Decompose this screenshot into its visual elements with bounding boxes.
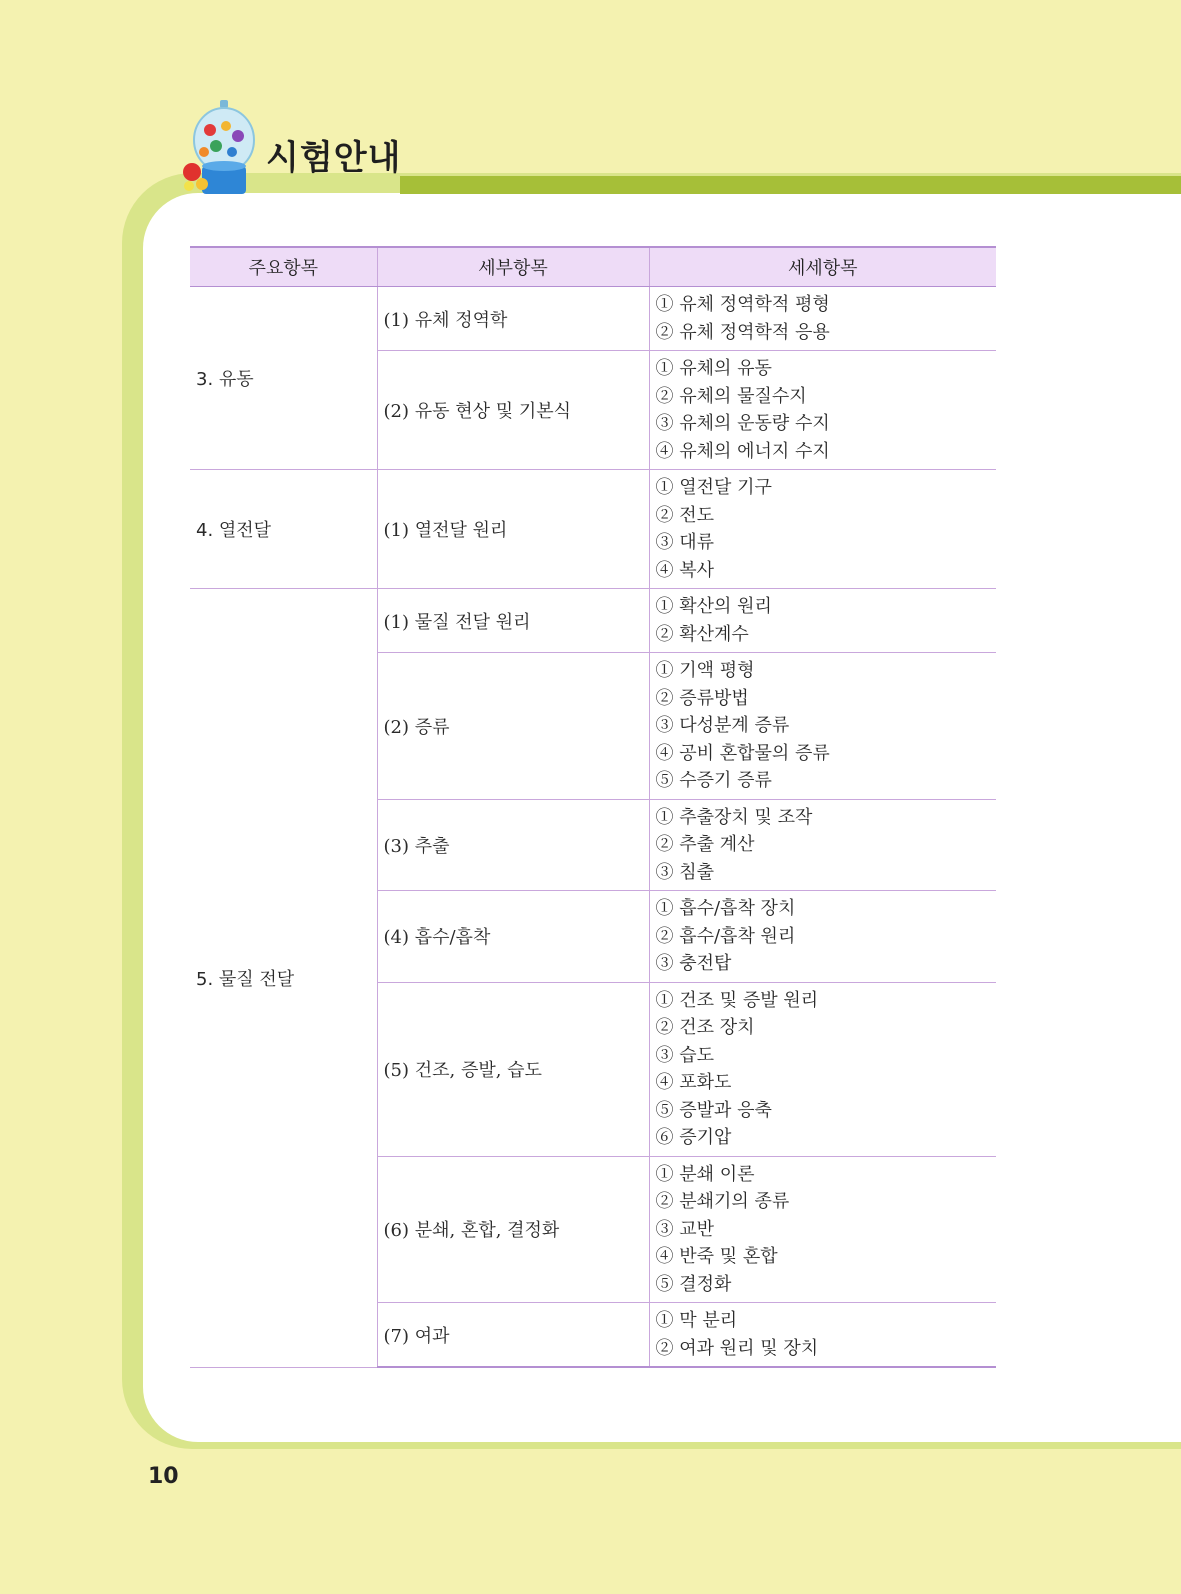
detail-item: ① 유체 정역학적 평형 bbox=[655, 294, 830, 315]
header-detail-item: 세세항목 bbox=[649, 247, 996, 287]
detail-item: ⑤ 수증기 증류 bbox=[655, 770, 772, 791]
detail-item: ② 여과 원리 및 장치 bbox=[655, 1337, 819, 1359]
table-row bbox=[190, 470, 996, 589]
detail-items-cell bbox=[649, 799, 996, 891]
detail-item: ④ 공비 혼합물의 증류 bbox=[655, 742, 830, 764]
detail-item: ③ 침출 bbox=[655, 861, 714, 883]
sub-item-cell: (5) 건조, 증발, 습도 bbox=[377, 982, 649, 1156]
detail-item: ② 증류방법 bbox=[655, 687, 749, 709]
detail-item: ③ 습도 bbox=[655, 1044, 714, 1066]
detail-item: ② 건조 장치 bbox=[655, 1017, 755, 1038]
detail-item: ⑤ 증발과 응축 bbox=[655, 1099, 772, 1121]
main-item-cell: 4. 열전달 bbox=[190, 470, 377, 589]
detail-item: ④ 포화도 bbox=[655, 1072, 732, 1093]
header-main-item: 주요항목 bbox=[190, 247, 377, 287]
detail-item: ② 분쇄기의 종류 bbox=[655, 1191, 790, 1212]
sub-item-cell: (1) 물질 전달 원리 bbox=[377, 589, 649, 653]
detail-item: ② 유체 정역학적 응용 bbox=[655, 321, 830, 343]
detail-item: ① 막 분리 bbox=[655, 1310, 738, 1331]
exam-criteria-table bbox=[190, 246, 996, 1368]
detail-items-cell bbox=[649, 287, 996, 351]
detail-item: ① 유체의 유동 bbox=[655, 358, 772, 379]
detail-item: ① 확산의 원리 bbox=[655, 596, 772, 617]
detail-item: ① 추출장치 및 조작 bbox=[655, 806, 813, 828]
table-row bbox=[190, 287, 996, 351]
detail-items-cell bbox=[649, 470, 996, 589]
sub-item-cell: (1) 유체 정역학 bbox=[377, 287, 649, 351]
sub-item-cell: (2) 증류 bbox=[377, 653, 649, 800]
main-item-cell: 5. 물질 전달 bbox=[190, 589, 377, 1368]
detail-item: ① 흡수/흡착 장치 bbox=[655, 898, 796, 919]
detail-items-cell bbox=[649, 589, 996, 653]
detail-item: ① 열전달 기구 bbox=[655, 477, 772, 498]
detail-item: ② 추출 계산 bbox=[655, 834, 755, 855]
detail-items-cell bbox=[649, 653, 996, 800]
gumball-machine-icon bbox=[180, 100, 260, 200]
page-title: 시험안내 bbox=[266, 138, 402, 178]
detail-item: ④ 복사 bbox=[655, 559, 714, 581]
page-number: 10 bbox=[148, 1464, 179, 1489]
detail-item: ④ 유체의 에너지 수지 bbox=[655, 440, 830, 462]
sub-item-cell: (3) 추출 bbox=[377, 799, 649, 891]
detail-item: ② 유체의 물질수지 bbox=[655, 385, 807, 407]
detail-item: ① 기액 평형 bbox=[655, 660, 755, 681]
detail-item: ③ 충전탑 bbox=[655, 953, 732, 974]
detail-item: ③ 대류 bbox=[655, 532, 714, 553]
detail-item: ③ 교반 bbox=[655, 1218, 714, 1240]
detail-item: ② 전도 bbox=[655, 504, 714, 526]
detail-item: ⑥ 증기압 bbox=[655, 1127, 732, 1148]
detail-item: ② 흡수/흡착 원리 bbox=[655, 925, 796, 947]
table-row bbox=[190, 589, 996, 653]
detail-items-cell bbox=[649, 1156, 996, 1303]
title-accent-bar bbox=[400, 176, 1181, 194]
detail-items-cell bbox=[649, 982, 996, 1156]
table-header-row bbox=[190, 247, 996, 287]
detail-items-cell bbox=[649, 1303, 996, 1368]
sub-item-cell: (7) 여과 bbox=[377, 1303, 649, 1368]
detail-item: ⑤ 결정화 bbox=[655, 1273, 732, 1295]
sub-item-cell: (2) 유동 현상 및 기본식 bbox=[377, 351, 649, 470]
detail-item: ① 분쇄 이론 bbox=[655, 1163, 755, 1185]
detail-item: ③ 유체의 운동량 수지 bbox=[655, 413, 830, 434]
detail-item: ① 건조 및 증발 원리 bbox=[655, 989, 819, 1011]
detail-items-cell bbox=[649, 891, 996, 983]
detail-item: ② 확산계수 bbox=[655, 623, 749, 645]
main-item-cell: 3. 유동 bbox=[190, 287, 377, 470]
sub-item-cell: (4) 흡수/흡착 bbox=[377, 891, 649, 983]
detail-item: ③ 다성분계 증류 bbox=[655, 715, 790, 736]
sub-item-cell: (6) 분쇄, 혼합, 결정화 bbox=[377, 1156, 649, 1303]
detail-item: ④ 반죽 및 혼합 bbox=[655, 1246, 778, 1267]
sub-item-cell: (1) 열전달 원리 bbox=[377, 470, 649, 589]
header-sub-item: 세부항목 bbox=[377, 247, 649, 287]
detail-items-cell bbox=[649, 351, 996, 470]
